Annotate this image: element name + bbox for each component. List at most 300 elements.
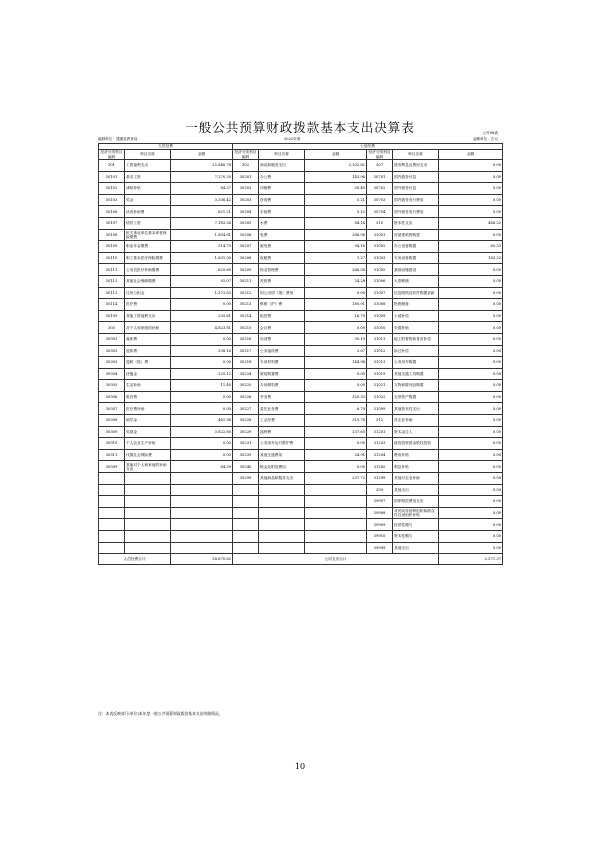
amount-cell: 30.40	[305, 183, 367, 195]
code-cell: 30311	[99, 449, 125, 461]
amount-cell: 84.37	[171, 183, 233, 195]
year-label: 2022年度	[284, 137, 301, 141]
amount-cell: 180.91	[305, 299, 367, 311]
code-cell: 31299	[367, 473, 393, 485]
code-cell: 30102	[99, 183, 125, 195]
code-cell: 31008	[367, 299, 393, 311]
name-cell: 政府投资基金股权投资	[393, 438, 439, 450]
code-cell: 39999	[367, 542, 393, 554]
amount-cell: 0.00	[439, 275, 503, 287]
code-cell: 30302	[99, 345, 125, 357]
name-cell: 专用材料费	[259, 357, 305, 369]
amount-header: 金额	[305, 150, 367, 160]
code-cell: 30205	[233, 217, 259, 229]
amount-cell: 0.00	[171, 299, 233, 311]
amount-cell: 0.15	[305, 206, 367, 218]
amount-cell: 1,631.09	[171, 252, 233, 264]
name-cell: 伙食补助费	[125, 206, 171, 218]
amount-cell: 0.00	[305, 322, 367, 334]
code-cell: 30206	[233, 229, 259, 241]
amount-cell: 239.61	[171, 310, 233, 322]
amount-cell: 143.96	[305, 171, 367, 183]
table-body	[99, 160, 503, 554]
code-cell: 30226	[233, 391, 259, 403]
code-cell: 31010	[367, 322, 393, 334]
amount-cell: 468.22	[439, 217, 503, 229]
code-cell: 30216	[233, 333, 259, 345]
code-cell: 31013	[367, 357, 393, 369]
name-cell: 津贴补贴	[125, 183, 171, 195]
amount-header: 金额	[439, 150, 503, 160]
amount-cell: 0.00	[439, 299, 503, 311]
table-row	[99, 380, 503, 392]
code-cell: 30307	[99, 403, 125, 415]
amount-cell: 0.00	[439, 380, 503, 392]
code-cell: 30107	[99, 217, 125, 229]
amount-cell: 163.22	[439, 252, 503, 264]
amount-cell: 25,846.78	[171, 160, 233, 172]
amount-cell: 0.00	[171, 449, 233, 461]
name-cell: 国内债务付息	[393, 171, 439, 183]
public-total-amount: 2,571.37	[439, 554, 503, 565]
code-header: 经济分类科目编码	[100, 150, 123, 159]
name-cell: 大型修缮	[393, 275, 439, 287]
code-header: 经济分类科目编码	[234, 150, 257, 159]
amount-cell: 0.00	[439, 160, 503, 172]
code-cell: 31099	[367, 403, 393, 415]
table-code: 公开08表	[482, 131, 498, 135]
name-cell: 拆迁补偿	[393, 345, 439, 357]
amount-cell: 0.00	[439, 183, 503, 195]
code-cell: 30110	[99, 252, 125, 264]
amount-cell: 0.00	[305, 287, 367, 299]
table-title: 一般公共预算财政拨款基本支出决算表	[185, 120, 415, 135]
amount-cell: 0.00	[439, 438, 503, 450]
code-cell: 31009	[367, 310, 393, 322]
amount-cell: 621.21	[171, 206, 233, 218]
table-row	[99, 160, 503, 172]
code-cell: 30218	[233, 357, 259, 369]
amount-cell: 1,804.61	[171, 229, 233, 241]
code-cell	[99, 484, 125, 496]
table-row	[99, 496, 503, 508]
name-cell: 个人农业生产补贴	[125, 438, 171, 450]
code-cell: 31011	[367, 333, 393, 345]
name-cell: 会议费	[259, 322, 305, 334]
name-cell: 医疗费补助	[125, 403, 171, 415]
name-cell: 水费	[259, 217, 305, 229]
amount-cell: 0.00	[439, 194, 503, 206]
code-cell: 399	[367, 484, 393, 496]
amount-cell: 7,270.20	[171, 171, 233, 183]
name-cell: 对个人和家庭的补助	[125, 322, 171, 334]
name-cell: 公务员医疗补助缴费	[125, 264, 171, 276]
code-cell: 30702	[367, 183, 393, 195]
table-row	[99, 183, 503, 195]
amount-cell: 0.00	[439, 542, 503, 554]
amount-cell: 320.33	[305, 391, 367, 403]
code-cell: 30228	[233, 415, 259, 427]
name-cell	[259, 519, 305, 531]
amount-cell: 0.00	[439, 473, 503, 485]
public-total-label: 公用支出合计	[233, 554, 439, 565]
name-cell: 代缴社会保险费	[125, 449, 171, 461]
table-row	[99, 484, 503, 496]
name-cell: 奖励金	[125, 426, 171, 438]
name-header: 科目名称	[259, 150, 305, 160]
name-cell: 专用设备购置	[393, 252, 439, 264]
name-cell	[259, 507, 305, 519]
name-cell: 救济费	[125, 391, 171, 403]
code-cell: 31002	[367, 241, 393, 253]
name-cell: 其他支出	[393, 484, 439, 496]
code-cell: 30303	[99, 357, 125, 369]
name-cell: 咨询费	[259, 194, 305, 206]
code-cell: 39909	[367, 519, 393, 531]
code-cell	[99, 542, 125, 554]
amount-cell: 286.54	[305, 264, 367, 276]
name-cell: 助学金	[125, 415, 171, 427]
code-cell: 31003	[367, 252, 393, 264]
name-header: 科目名称	[393, 150, 439, 160]
code-cell: 301	[99, 160, 125, 172]
amount-cell	[171, 507, 233, 519]
amount-cell: 24.91	[305, 449, 367, 461]
amount-cell: 0.00	[171, 333, 233, 345]
code-cell: 30106	[99, 206, 125, 218]
amount-cell	[171, 484, 233, 496]
name-cell	[125, 542, 171, 554]
amount-cell: 7,183.54	[171, 217, 233, 229]
table-row	[99, 473, 503, 485]
name-cell: 住房公积金	[125, 287, 171, 299]
amount-cell: 237.72	[305, 473, 367, 485]
name-cell	[125, 507, 171, 519]
amount-cell: 238.16	[171, 345, 233, 357]
amount-cell: 0.00	[171, 391, 233, 403]
name-cell: 债务利息及费用支出	[393, 160, 439, 172]
name-cell: 培训费	[259, 333, 305, 345]
code-cell	[99, 519, 125, 531]
amount-cell: 0.00	[305, 368, 367, 380]
name-cell: 被装购置费	[259, 368, 305, 380]
amount-cell: 144.94	[305, 357, 367, 369]
code-cell: 30111	[99, 264, 125, 276]
name-cell: 物业管理费	[259, 264, 305, 276]
amount-cell	[171, 519, 233, 531]
code-cell: 310	[367, 217, 393, 229]
name-cell: 劳务费	[259, 391, 305, 403]
name-cell: 福利费	[259, 426, 305, 438]
name-cell: 维修（护）费	[259, 299, 305, 311]
name-header: 科目名称	[125, 150, 171, 160]
code-cell: 31203	[367, 438, 393, 450]
amount-cell: 0.00	[439, 171, 503, 183]
amount-cell: 0.00	[439, 264, 503, 276]
amount-cell: 0.00	[439, 403, 503, 415]
code-cell	[99, 531, 125, 543]
name-cell: 工会经费	[259, 415, 305, 427]
personnel-group-header: 人员经费	[99, 144, 233, 150]
name-cell: 物资储备	[393, 299, 439, 311]
code-cell	[233, 507, 259, 519]
code-cell: 30227	[233, 403, 259, 415]
amount-cell: 92.07	[171, 275, 233, 287]
money-unit-label: 金额单位：万元	[472, 137, 498, 141]
table-row	[99, 322, 503, 334]
code-cell: 30112	[99, 275, 125, 287]
name-cell: 其他对个人和家庭的补助支出	[125, 461, 171, 473]
code-cell: 30101	[99, 171, 125, 183]
code-cell: 30217	[233, 345, 259, 357]
unit-label: 编制单位：建湖县教育局	[98, 137, 138, 141]
amount-cell	[171, 473, 233, 485]
code-cell: 30208	[233, 252, 259, 264]
amount-cell: 0.00	[439, 368, 503, 380]
table-row	[99, 403, 503, 415]
table-row	[99, 275, 503, 287]
name-cell: 其他交通费用	[259, 449, 305, 461]
table-row	[99, 507, 503, 519]
amount-cell: 0.00	[439, 415, 503, 427]
expenditure-table	[98, 143, 503, 565]
code-cell: 30240	[233, 461, 259, 473]
code-cell: 30399	[99, 461, 125, 473]
personnel-total-label: 人员经费合计	[99, 554, 171, 565]
name-cell	[259, 484, 305, 496]
code-cell: 30199	[99, 310, 125, 322]
name-cell: 手续费	[259, 206, 305, 218]
name-cell: 信息网络及软件购置更新	[393, 287, 439, 299]
page-number: 10	[294, 762, 306, 771]
amount-cell: 625.60	[171, 264, 233, 276]
amount-cell: 0.00	[439, 287, 503, 299]
amount-cell: 0.00	[305, 380, 367, 392]
name-cell: 对民间非营利组织和群众性自治组织补贴	[393, 507, 439, 519]
code-cell: 31001	[367, 229, 393, 241]
code-cell: 307	[367, 160, 393, 172]
table-row	[99, 217, 503, 229]
name-cell: 办公设备购置	[393, 241, 439, 253]
amount-cell: 225.12	[171, 368, 233, 380]
name-cell: 生活补助	[125, 380, 171, 392]
amount-cell	[171, 542, 233, 554]
code-cell: 30215	[233, 322, 259, 334]
name-cell: 机关事业单位基本养老保险缴费	[125, 229, 171, 241]
code-cell: 30201	[233, 171, 259, 183]
code-cell: 30114	[99, 299, 125, 311]
amount-cell: 11.40	[171, 380, 233, 392]
amount-cell: 0.00	[439, 333, 503, 345]
amount-cell: 64.39	[171, 461, 233, 473]
amount-cell: 16.79	[305, 310, 367, 322]
name-cell: 印刷费	[259, 183, 305, 195]
code-cell: 30113	[99, 287, 125, 299]
code-cell: 30231	[233, 438, 259, 450]
name-cell	[259, 531, 305, 543]
name-cell: 租赁费	[259, 310, 305, 322]
table-row	[99, 542, 503, 554]
code-cell: 30308	[99, 415, 125, 427]
amount-cell: 0.00	[171, 357, 233, 369]
code-cell: 39908	[367, 507, 393, 519]
code-cell	[233, 519, 259, 531]
table-row	[99, 438, 503, 450]
code-cell: 302	[233, 160, 259, 172]
amount-cell: 0.00	[171, 403, 233, 415]
name-cell: 国内债务发行费用	[393, 194, 439, 206]
table-row	[99, 252, 503, 264]
name-cell: 地上附着物和青苗补偿	[393, 333, 439, 345]
amount-cell: 0.00	[439, 345, 503, 357]
amount-cell: 0.00	[439, 496, 503, 508]
amount-cell: 314.75	[171, 241, 233, 253]
table-note: 注：本表反映部门(单位)本年度一般公共预算财政拨款基本支出明细情况。	[98, 711, 223, 716]
amount-cell: 3,206.42	[171, 194, 233, 206]
name-cell: 职业年金缴费	[125, 241, 171, 253]
code-cell: 30701	[367, 171, 393, 183]
amount-cell: 94.16	[305, 241, 367, 253]
amount-cell: 0.00	[439, 322, 503, 334]
amount-cell: 5.21	[305, 194, 367, 206]
amount-cell	[305, 507, 367, 519]
code-cell: 31021	[367, 380, 393, 392]
name-cell: 专用燃料费	[259, 380, 305, 392]
code-cell: 30229	[233, 426, 259, 438]
amount-cell: 6.79	[305, 403, 367, 415]
code-cell: 30301	[99, 333, 125, 345]
amount-cell: 24.28	[305, 275, 367, 287]
code-cell: 303	[99, 322, 125, 334]
amount-cell	[305, 484, 367, 496]
table-row	[99, 194, 503, 206]
name-cell: 其他支出	[393, 542, 439, 554]
table-row	[99, 531, 503, 543]
name-cell: 对企业补助	[393, 415, 439, 427]
code-cell: 30109	[99, 241, 125, 253]
name-cell: 医疗费	[125, 299, 171, 311]
table-row	[99, 264, 503, 276]
code-cell: 31204	[367, 449, 393, 461]
table-row	[99, 461, 503, 473]
public-group-header: 公用经费	[233, 144, 503, 150]
name-cell: 因公出国（境）费用	[259, 287, 305, 299]
table-row	[99, 299, 503, 311]
name-cell: 国家赔偿费用支出	[393, 496, 439, 508]
name-cell	[125, 484, 171, 496]
amount-cell: 319.78	[305, 415, 367, 427]
amount-cell: 0.00	[439, 357, 503, 369]
amount-cell: 2,102.82	[305, 160, 367, 172]
personnel-total-amount: 28,670.62	[171, 554, 233, 565]
name-cell: 文物和陈列品购置	[393, 380, 439, 392]
table-row	[99, 357, 503, 369]
code-cell: 30211	[233, 275, 259, 287]
code-cell: 30299	[233, 473, 259, 485]
amount-cell	[305, 542, 367, 554]
code-cell: 312	[367, 415, 393, 427]
code-cell: 30703	[367, 194, 393, 206]
code-cell: 30108	[99, 229, 125, 241]
code-cell	[99, 496, 125, 508]
table-row	[99, 333, 503, 345]
code-cell: 30103	[99, 194, 125, 206]
name-cell: 差旅费	[259, 275, 305, 287]
name-cell: 国外债务付息	[393, 183, 439, 195]
code-cell: 31007	[367, 287, 393, 299]
amount-cell: 30.19	[305, 333, 367, 345]
code-cell: 30212	[233, 287, 259, 299]
amount-cell: 0.00	[439, 484, 503, 496]
amount-cell: 0.00	[305, 461, 367, 473]
name-cell	[125, 496, 171, 508]
totals-row	[99, 554, 503, 565]
name-cell: 其他社会保障缴费	[125, 275, 171, 287]
name-cell	[259, 496, 305, 508]
code-cell: 30213	[233, 299, 259, 311]
amount-cell: 0.00	[439, 206, 503, 218]
name-cell: 电费	[259, 229, 305, 241]
code-cell: 30310	[99, 438, 125, 450]
name-cell: 抚恤金	[125, 368, 171, 380]
name-cell: 退休费	[125, 345, 171, 357]
amount-cell: 0.00	[439, 461, 503, 473]
table-row	[99, 206, 503, 218]
code-cell	[233, 484, 259, 496]
name-cell: 基本工资	[125, 171, 171, 183]
name-cell: 其他对企业补助	[393, 473, 439, 485]
code-cell: 30304	[99, 368, 125, 380]
table-row	[99, 519, 503, 531]
name-cell	[259, 542, 305, 554]
amount-cell: 0.00	[439, 531, 503, 543]
table-row	[99, 449, 503, 461]
amount-cell: 137.65	[305, 426, 367, 438]
name-cell: 国外债务发行费用	[393, 206, 439, 218]
name-cell: 税金及附加费用	[259, 461, 305, 473]
name-cell: 离休费	[125, 333, 171, 345]
amount-header: 金额	[171, 150, 233, 160]
amount-cell: 3,822.80	[171, 426, 233, 438]
amount-cell	[305, 531, 367, 543]
name-cell	[125, 519, 171, 531]
name-cell: 土地补偿	[393, 310, 439, 322]
amount-cell: 0.00	[439, 391, 503, 403]
table-row	[99, 310, 503, 322]
name-cell: 商品和服务支出	[259, 160, 305, 172]
code-cell: 31019	[367, 368, 393, 380]
amount-cell: 1.27	[305, 252, 367, 264]
code-cell: 30204	[233, 206, 259, 218]
amount-cell: 286.98	[305, 229, 367, 241]
code-cell	[233, 496, 259, 508]
name-cell: 办公费	[259, 171, 305, 183]
code-cell: 39910	[367, 531, 393, 543]
name-cell: 其他资本性支出	[393, 403, 439, 415]
table-row	[99, 287, 503, 299]
code-cell: 30224	[233, 368, 259, 380]
name-cell	[125, 531, 171, 543]
amount-cell: 1,373.63	[171, 287, 233, 299]
code-cell	[99, 507, 125, 519]
amount-cell: 0.00	[171, 438, 233, 450]
code-cell	[233, 542, 259, 554]
name-cell: 委托业务费	[259, 403, 305, 415]
table-row	[99, 391, 503, 403]
code-cell: 30203	[233, 194, 259, 206]
name-cell: 邮电费	[259, 241, 305, 253]
name-cell: 经常性赠与	[393, 519, 439, 531]
